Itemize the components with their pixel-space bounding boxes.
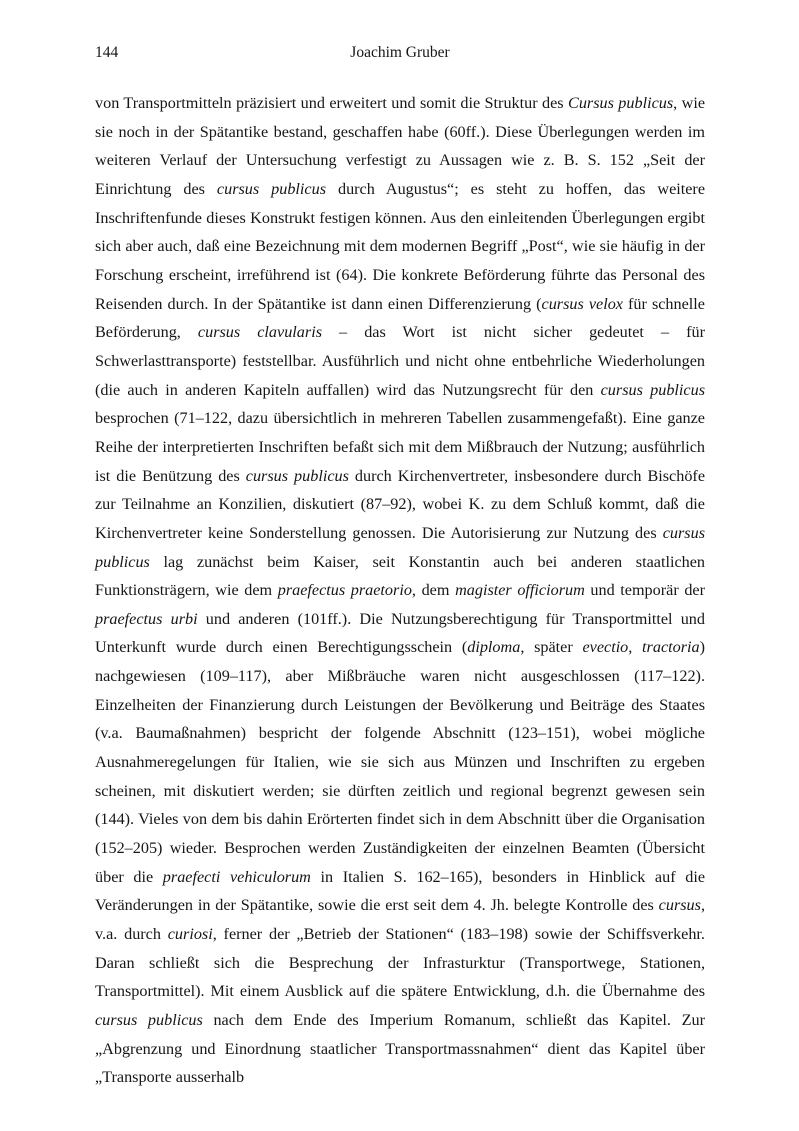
body-paragraph: von Transportmitteln präzisiert und erweitert und somit die Struktur des Cursus publicus, wie sie noch in der Spätantike bestand, geschaffen habe (60ff.). Diese Überlegungen werden im weiteren Verlauf der Untersuchung verfestigt zu Aussagen wie z. B. S. 152 „Seit der Einrichtung des cursus publicus durch Augustus“; es steht zu hoffen, das weitere Inschriftenfunde dieses Konstrukt festigen können. Aus den einleitenden Überlegungen ergibt sich aber auch, daß eine Bezeichnung mit dem modernen Begriff „Post“, wie sie häufig in der Forschung erscheint, irreführend ist (64). Die konkrete Beförderung führte das Personal des Reisenden durch. In der Spätantike ist dann einen Differenzierung (cursus velox für schnelle Beförderung, cursus clavularis – das Wort ist nicht sicher gedeutet – für Schwerlasttransporte) feststellbar. Ausführlich und nicht ohne entbehrliche Wiederholungen (die auch in anderen Kapiteln auffallen) wird das Nutzungsrecht für den cursus publicus besprochen (71–122, dazu übersichtlich in mehreren Tabellen zusammengefaßt). Eine ganze Reihe der interpretierten Inschriften befaßt sich mit dem Mißbrauch der Nutzung; ausführlich ist die Benützung des cursus publicus durch Kirchenvertreter, insbesondere durch Bischöfe zur Teilnahme an Konzilien, diskutiert (87–92), wobei K. zu dem Schluß kommt, daß die Kirchenvertreter keine Sonderstellung genossen. Die Autorisierung zur Nutzung des cursus publicus lag zunächst beim Kaiser, seit Konstantin auch bei anderen staatlichen Funktionsträgern, wie dem praefectus praetorio, dem magister officiorum und temporär der praefectus urbi und anderen (101ff.). Die Nutzungsberechtigung für Transportmittel und Unterkunft wurde durch einen Berechtigungsschein (diploma, später evectio, tractoria) nachgewiesen (109–117), aber Mißbräuche waren nicht ausgeschlossen (117–122). Einzelheiten der Finanzierung durch Leistungen der Bevölkerung und Beiträge des Staates (v.a. Baumaßnahmen) bespricht der folgende Abschnitt (123–151), wobei mögliche Ausnahmeregelungen für Italien, wie sie sich aus Münzen und Inschriften zu ergeben scheinen, mit diskutiert werden; sie dürften zeitlich und regional begrenzt gewesen sein (144). Vieles von dem bis dahin Erörterten findet sich in dem Abschnitt über die Organisation (152–205) wieder. Besprochen werden Zuständigkeiten der einzelnen Beamten (Übersicht über die praefecti vehiculorum in Italien S. 162–165), besonders in Hinblick auf die Veränderungen in der Spätantike, sowie die erst seit dem 4. Jh. belegte Kontrolle des cursus, v.a. durch curiosi, ferner der „Betrieb der Stationen“ (183–198) sowie der Schiffsverkehr. Daran schließt sich die Besprechung der Infrasturktur (Transportwege, Stationen, Transportmittel). Mit einem Ausblick auf die spätere Entwicklung, d.h. die Übernahme des cursus publicus nach dem Ende des Imperium Romanum, schließt das Kapitel. Zur „Abgrenzung und Einordnung staatlicher Transportmassnahmen“ dient das Kapitel über „Transporte ausserhalb — [95, 94, 706, 1087]
page-number: 144 — [95, 44, 119, 61]
running-head: Joachim Gruber — [350, 44, 450, 61]
page-header — [95, 44, 705, 66]
